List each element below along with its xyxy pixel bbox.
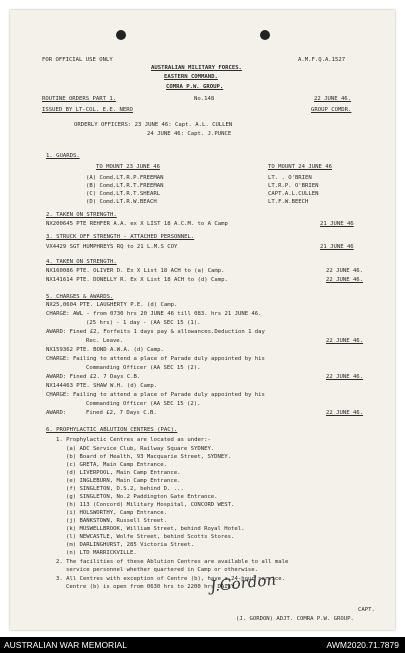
prophylactic-centre: (h) 113 (Concord) Military Hospital, CONCORD WEST. bbox=[66, 502, 235, 508]
prophylactic-note: 2. The facilities of these Ablution Centres are available to all male bbox=[56, 559, 289, 565]
struck-off-entry: VX4429 SGT HUMPHREYS RQ to 21 L.M.S COY bbox=[46, 244, 178, 250]
guards-mount-b: TO MOUNT 24 JUNE 46 bbox=[268, 164, 332, 170]
charges-line: Rec. Leave. bbox=[86, 338, 124, 344]
taken-on-strength-date: 22 JUNE 46. bbox=[326, 277, 364, 283]
struck-off-date: 21 JUNE 46 bbox=[320, 244, 354, 250]
handwritten-signature: J.Gordon bbox=[209, 570, 277, 596]
orderly-officers-line-2: 24 JUNE 46: Capt. J.PUNCE bbox=[147, 131, 232, 137]
guard-row-right: LT.R.P. O'BRIEN bbox=[268, 183, 319, 189]
charges-line: CHARGE: AWL - from 0730 hrs 20 JUNE 46 till 083. hrs 21 JUNE 46. bbox=[46, 311, 262, 317]
prophylactic-note: 3. All Centres with exception of Centre (b), have a 24-hour service. bbox=[56, 576, 286, 582]
footer-institution: AUSTRALIAN WAR MEMORIAL bbox=[4, 640, 127, 650]
prophylactic-intro: 1. Prophylactic Centres are located as under:- bbox=[56, 437, 211, 443]
charges-line: NX25,0604 PTE. LAUGHERTY P.E. (d) Camp. bbox=[46, 302, 178, 308]
guards-mount-a: TO MOUNT 23 JUNE 46 bbox=[96, 164, 160, 170]
charges-line: NX159362 PTE. BOND A.W.A. (d) Camp. bbox=[46, 347, 164, 353]
issued-by: ISSUED BY LT-COL. E.E. NERO bbox=[42, 107, 133, 113]
taken-on-strength-entry: NX160086 PTE. OLIVER D. Ex X List 18 ACH to (a) Camp. bbox=[46, 268, 225, 274]
prophylactic-note: service personnel whether quartered in Camp or otherwise. bbox=[66, 567, 258, 573]
prophylactic-centre: (n) LTD MARRICKVILLE. bbox=[66, 550, 137, 556]
signature-rank: CAPT. bbox=[358, 607, 375, 613]
charges-line: AWARD: Fined £2, Forfeits 1 days pay & allowances.Deduction 1 day bbox=[46, 329, 265, 335]
guard-row-left: (A) Comd.LT.R.P.FREEMAN bbox=[86, 175, 164, 181]
guard-row-left: (B) Comd.LT.R.T.FREEMAN bbox=[86, 183, 164, 189]
charges-line: Commanding Officer (AA SEC 15 (2). bbox=[86, 401, 201, 407]
guard-row-right: LT. . O'BRIEN bbox=[268, 175, 312, 181]
section-guards-title: 1. GUARDS. bbox=[46, 153, 80, 159]
section-prophylactic-title: 6. PROPHYLACTIC ABLUTION CENTRES (PAC). bbox=[46, 427, 178, 433]
classification-left: FOR OFFICIAL USE ONLY bbox=[42, 57, 113, 63]
charges-line: AWARD: Fined £2. 7 Days C.B. bbox=[46, 374, 141, 380]
taken-on-strength-date: 21 JUNE 46 bbox=[320, 221, 354, 227]
classification-right: A.M.F.Q.A.1527 bbox=[298, 57, 346, 63]
charges-line: (25 hrs) - 1 day - (AA SEC 15 (1). bbox=[86, 320, 201, 326]
guard-row-right: CAPT.A.L.CULLEN bbox=[268, 191, 319, 197]
section-taken-on-strength-2-title: 4. TAKEN ON STRENGTH. bbox=[46, 259, 117, 265]
orderly-officers-line-1: ORDERLY OFFICERS: 23 JUNE 46: Capt. A.L. CULLEN bbox=[74, 122, 233, 128]
charges-award: Fined £2, 7 Days C.B. bbox=[86, 410, 157, 416]
prophylactic-centre: (l) NEWCASTLE, Wolfe Street, behind Scotts Stores. bbox=[66, 534, 235, 540]
prophylactic-centre: (g) SINGLETON, No.2 Paddington Gate Entrance. bbox=[66, 494, 218, 500]
prophylactic-centre: (m) DARLINGHURST, 285 Victoria Street. bbox=[66, 542, 194, 548]
charges-date: 22 JUNE 46. bbox=[326, 374, 364, 380]
prophylactic-centre: (d) LIVERPOOL, Main Camp Entrance. bbox=[66, 470, 181, 476]
guard-row-right: LT.F.W.BEECH bbox=[268, 199, 309, 205]
prophylactic-centre: (c) GRETA, Main Camp Entrance. bbox=[66, 462, 168, 468]
document-page bbox=[10, 10, 395, 630]
guard-row-left: (C) Comd.LT.R.T.SHEARL bbox=[86, 191, 161, 197]
taken-on-strength-entry: NX141614 PTE. DONELLY R. Ex X List 18 ACH to (d) Camp. bbox=[46, 277, 228, 283]
punch-hole-right bbox=[260, 30, 270, 40]
charges-line: CHARGE: Failing to attend a place of Parade duly appointed by his bbox=[46, 356, 265, 362]
prophylactic-centre: (f) SINGLETON, D.S.2, behind D. ... bbox=[66, 486, 184, 492]
org-line-1: AUSTRALIAN MILITARY FORCES. bbox=[151, 65, 242, 71]
section-charges-title: 5. CHARGES & AWARDS. bbox=[46, 294, 114, 300]
charges-line: NX144463 PTE. SHAW W.H. (d) Camp. bbox=[46, 383, 158, 389]
routine-orders-title: ROUTINE ORDERS PART 1. bbox=[42, 96, 117, 102]
prophylactic-centre: (i) HOLSWORTHY, Camp Entrance. bbox=[66, 510, 168, 516]
order-number: No.148 bbox=[194, 96, 215, 102]
guard-row-left: (D) Comd.LT.R.W.BEACH bbox=[86, 199, 157, 205]
org-line-3: COMRA P.W. GROUP. bbox=[166, 84, 224, 90]
charges-line: Commanding Officer (AA SEC 15 (2). bbox=[86, 365, 201, 371]
prophylactic-centre: (e) INGLEBURN, Main Camp Entrance. bbox=[66, 478, 181, 484]
charges-date: 22 JUNE 46. bbox=[326, 338, 364, 344]
signature-block: (J. GORDON) ADJT. COMRA P.W. GROUP. bbox=[236, 616, 354, 622]
charges-line: CHARGE: Failing to attend a place of Parade duly appointed by his bbox=[46, 392, 265, 398]
taken-on-strength-date: 22 JUNE 46. bbox=[326, 268, 364, 274]
order-date: 22 JUNE 46. bbox=[314, 96, 352, 102]
footer-bar bbox=[0, 637, 405, 653]
org-line-2: EASTERN COMMAND. bbox=[164, 74, 218, 80]
group-commander: GROUP COMDR. bbox=[311, 107, 352, 113]
prophylactic-note: Centre (b) is open from 0630 hrs to 2200 hrs DAILY. bbox=[66, 584, 238, 590]
prophylactic-centre: (k) MUSWELLBROOK, William Street, behind Royal Hotel. bbox=[66, 526, 245, 532]
taken-on-strength-entry: NX200645 PTE REHFER A.A. ex X LIST 18 A.C.M. to A Camp bbox=[46, 221, 228, 227]
prophylactic-centre: (j) BANKSTOWN, Russell Street. bbox=[66, 518, 168, 524]
charges-line: AWARD: bbox=[46, 410, 67, 416]
charges-date: 22 JUNE 46. bbox=[326, 410, 364, 416]
prophylactic-centre: (b) Board of Health, 93 Macquarie Street, SYDNEY. bbox=[66, 454, 232, 460]
section-struck-off-title: 3. STRUCK OFF STRENGTH - ATTACHED PERSONNEL. bbox=[46, 234, 195, 240]
footer-accession-number: AWM2020.71.7879 bbox=[326, 640, 399, 650]
punch-hole-left bbox=[116, 30, 126, 40]
section-taken-on-strength-title: 2. TAKEN ON STRENGTH. bbox=[46, 212, 117, 218]
prophylactic-centre: (a) ADC Service Club, Railway Square SYDNEY. bbox=[66, 446, 215, 452]
